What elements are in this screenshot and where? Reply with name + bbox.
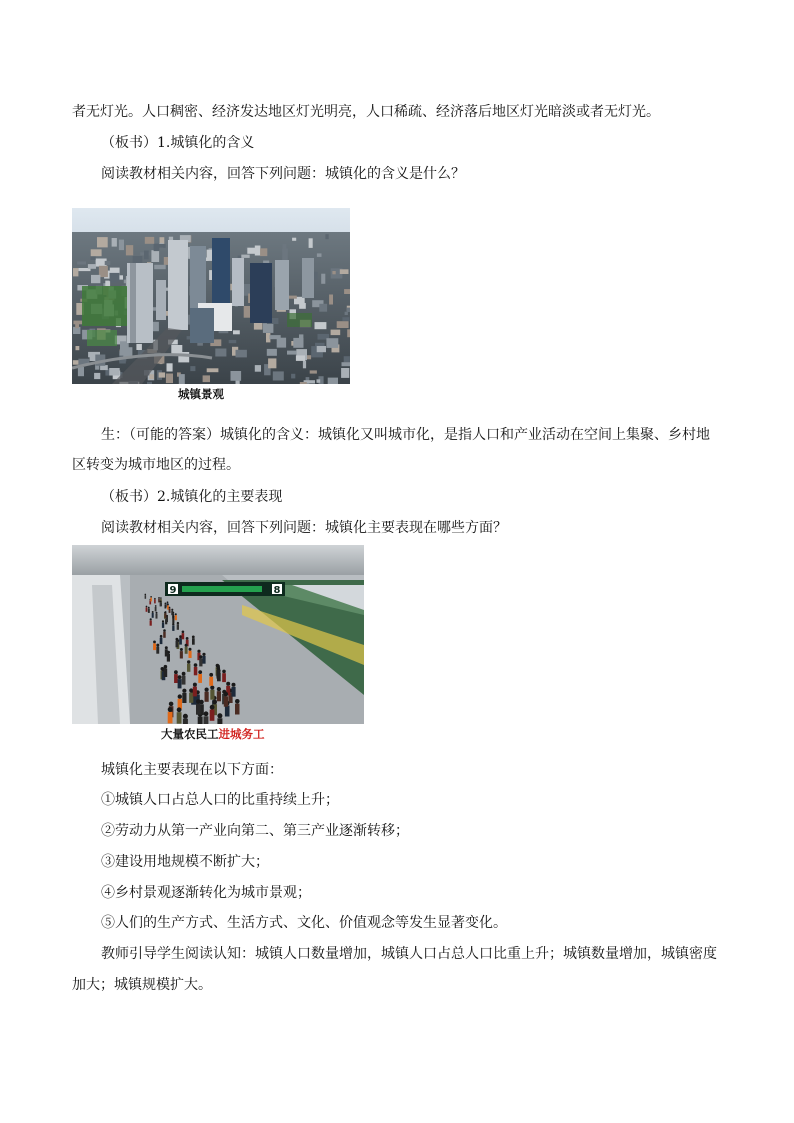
railway-station-illustration	[72, 545, 364, 724]
student-answer-line-2: 区转变为城市地区的过程。	[72, 457, 240, 473]
city-landscape-illustration	[72, 208, 350, 384]
railway-station-photo	[72, 545, 364, 724]
platform-number-left: 9	[169, 585, 177, 596]
teacher-guidance-line-2: 加大；城镇规模扩大。	[72, 977, 212, 993]
manifestation-item-4: ④乡村景观逐渐转化为城市景观；	[101, 885, 311, 901]
manifestations-intro: 城镇化主要表现在以下方面：	[101, 762, 283, 778]
manifestation-item-5: ⑤人们的生产方式、生活方式、文化、价值观念等发生显著变化。	[101, 915, 507, 931]
caption-black-part: 大量农民工	[161, 727, 219, 741]
caption-red-part: 进城务工	[218, 727, 265, 741]
board-heading-2: （板书）2.城镇化的主要表现	[101, 489, 283, 505]
question-1: 阅读教材相关内容，回答下列问题：城镇化的含义是什么？	[101, 166, 465, 182]
paragraph-continuation: 者无灯光。人口稠密、经济发达地区灯光明亮，人口稀疏、经济落后地区灯光暗淡或者无灯光。	[72, 104, 660, 120]
city-landscape-caption: 城镇景观	[178, 387, 224, 401]
question-2: 阅读教材相关内容，回答下列问题：城镇化主要表现在哪些方面？	[101, 520, 507, 536]
migrant-workers-caption	[161, 726, 265, 742]
manifestation-item-2: ②劳动力从第一产业向第二、第三产业逐渐转移；	[101, 823, 409, 839]
manifestation-item-1: ①城镇人口占总人口的比重持续上升；	[101, 792, 339, 808]
teacher-guidance-line-1: 教师引导学生阅读认知：城镇人口数量增加，城镇人口占总人口比重上升；城镇数量增加，城镇密度	[101, 946, 717, 962]
platform-number-right: 8	[273, 585, 281, 596]
board-heading-1: （板书）1.城镇化的含义	[101, 135, 255, 151]
manifestation-item-3: ③建设用地规模不断扩大；	[101, 854, 269, 870]
city-landscape-photo	[72, 208, 350, 384]
student-answer-line-1: 生：（可能的答案）城镇化的含义：城镇化又叫城市化，是指人口和产业活动在空间上集聚、乡村地	[101, 427, 710, 443]
